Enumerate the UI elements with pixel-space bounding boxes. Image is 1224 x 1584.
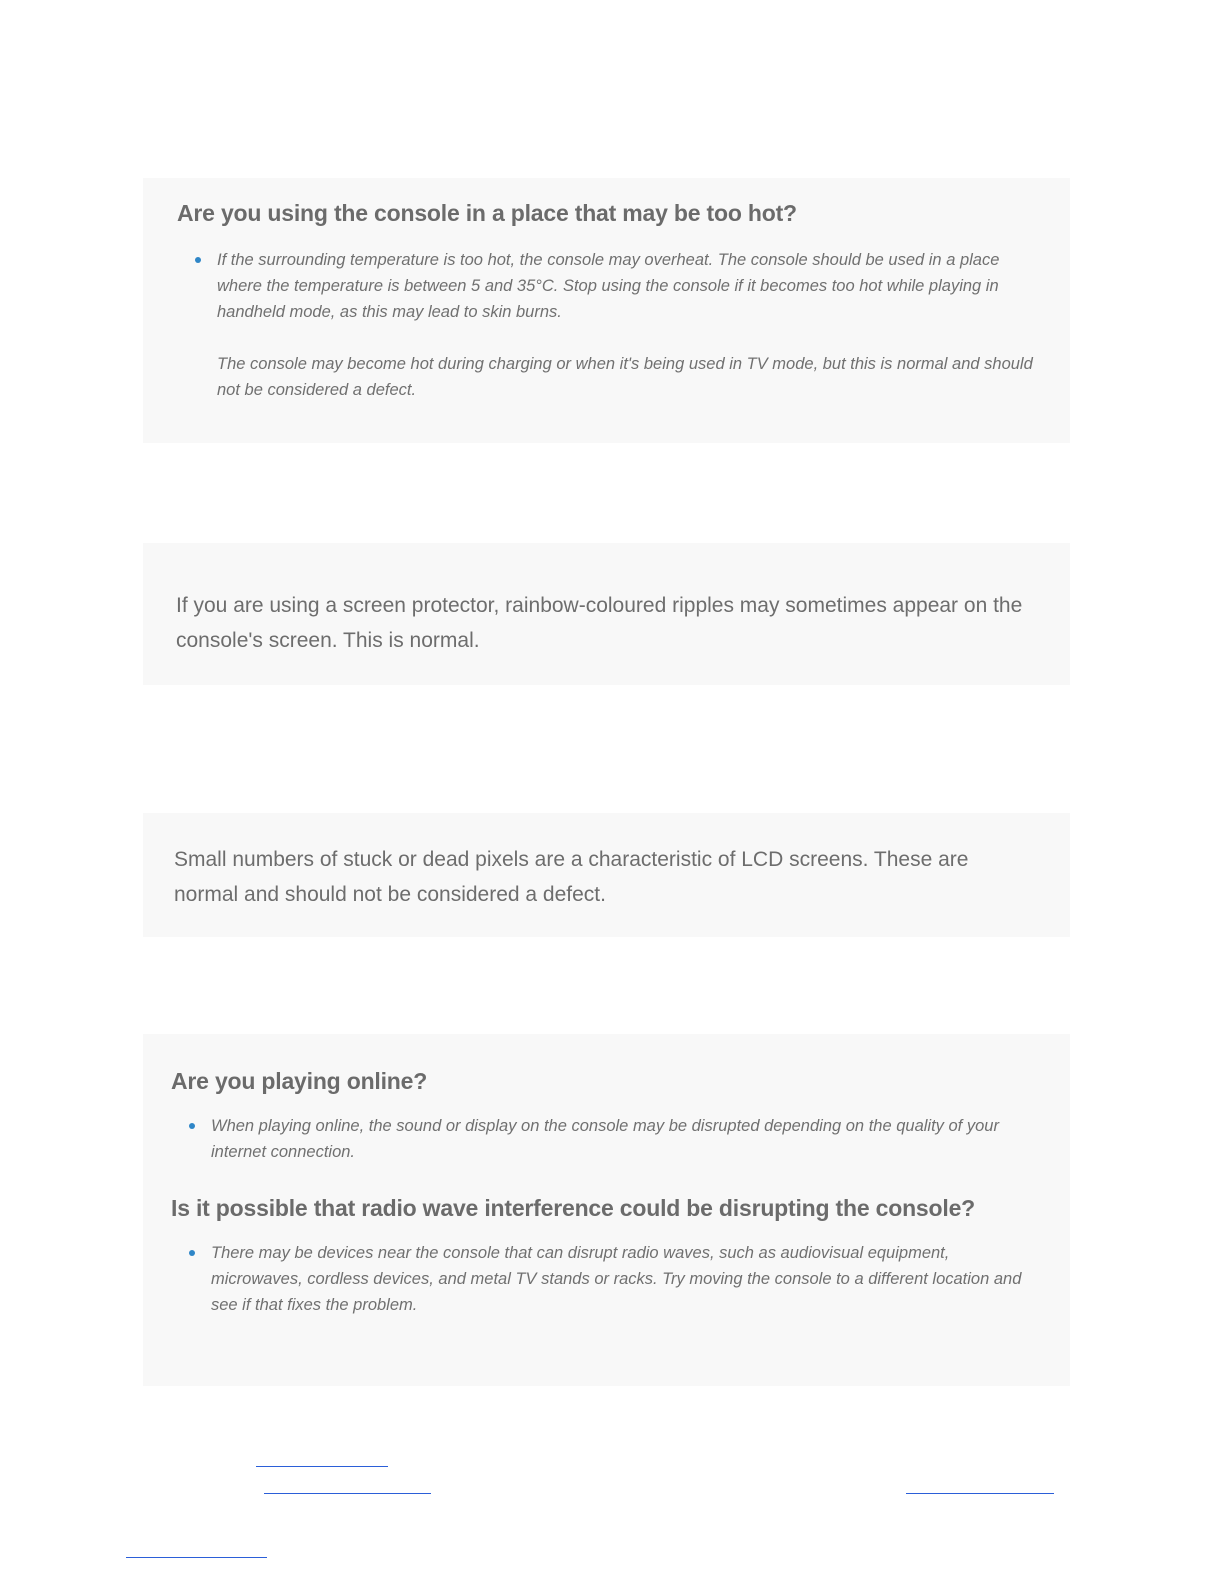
radio-heading: Is it possible that radio wave interference could be disrupting the console? <box>171 1195 976 1221</box>
online-radio-card <box>143 1034 1070 1386</box>
overheating-text: If the surrounding temperature is too hot, the console may overheat. The console should be used in a place where the temperature is between 5 and 35°C. Stop using the console if it becomes too hot while playing in handheld mode, as this may lead to skin burns. <box>217 251 1000 321</box>
screen-protector-card <box>143 543 1070 685</box>
online-text: When playing online, the sound or display on the console may be disrupted depending on the quality of your internet connection. <box>211 1117 999 1161</box>
bullet-icon <box>195 257 201 263</box>
overheating-note: The console may become hot during charging or when it's being used in TV mode, but this is normal and should not be considered a defect. <box>217 355 1033 399</box>
link-underline-2[interactable] <box>264 1493 431 1494</box>
online-heading: Are you playing online? <box>171 1068 428 1094</box>
link-underline-3[interactable] <box>906 1493 1054 1494</box>
dead-pixels-card <box>143 813 1070 937</box>
overheating-heading: Are you using the console in a place that may be too hot? <box>177 200 797 226</box>
list-item <box>171 1240 1038 1318</box>
dead-pixels-text: Small numbers of stuck or dead pixels are a characteristic of LCD screens. These are normal and should not be considered a defect. <box>174 848 969 906</box>
radio-list <box>171 1240 1038 1318</box>
list-item <box>177 247 1040 403</box>
list-item <box>171 1113 1038 1165</box>
bullet-icon <box>189 1250 195 1256</box>
link-underline-1[interactable] <box>256 1466 388 1467</box>
overheating-list <box>177 247 1040 403</box>
screen-protector-text: If you are using a screen protector, rainbow-coloured ripples may sometimes appear on the console's screen. This is normal. <box>176 594 1023 652</box>
link-underline-4[interactable] <box>126 1557 267 1558</box>
radio-text: There may be devices near the console that can disrupt radio waves, such as audiovisual equipment, microwaves, cordless devices, and metal TV stands or racks. Try moving the console to a different location and see if that fixes the problem. <box>211 1244 1022 1314</box>
overheating-card <box>143 178 1070 443</box>
bullet-icon <box>189 1123 195 1129</box>
online-list <box>171 1113 1038 1165</box>
